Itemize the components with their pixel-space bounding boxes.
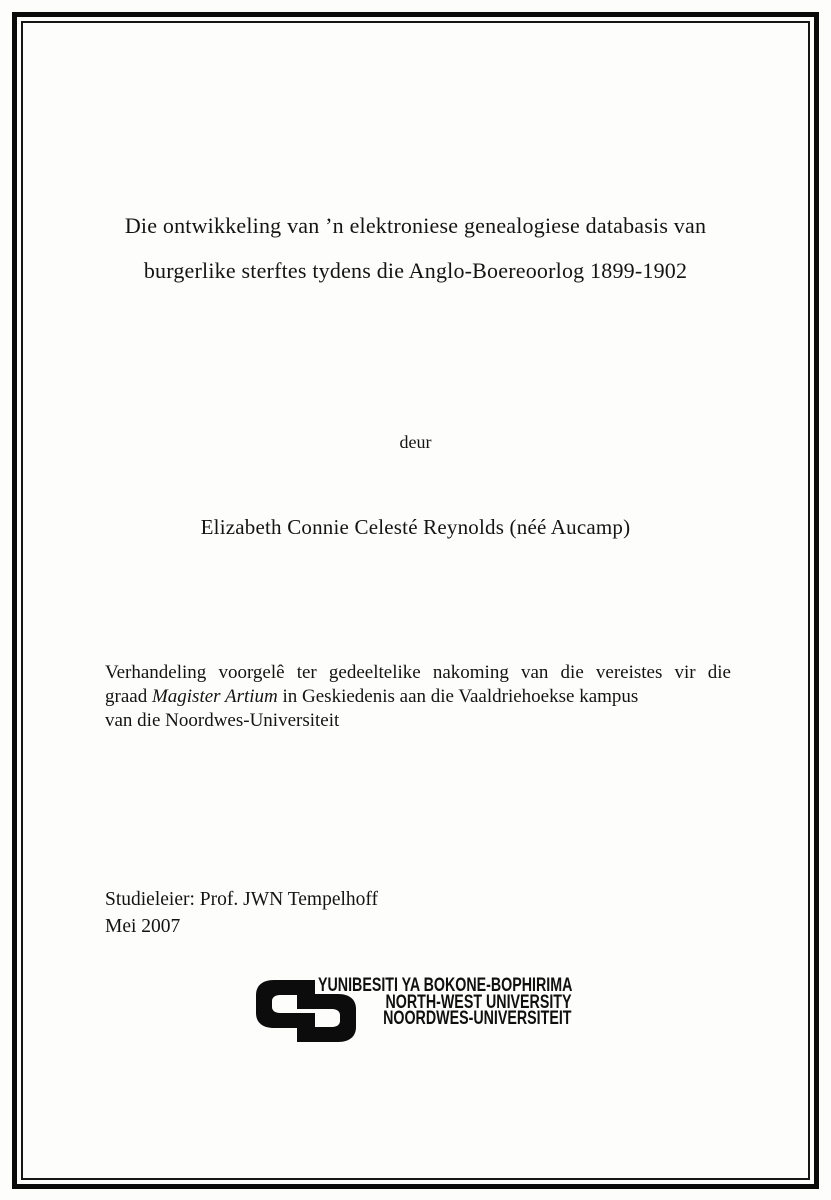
university-logo [253,971,583,1053]
date-line: Mei 2007 [105,916,181,937]
degree-statement [105,661,731,733]
logo-line-setswana: YUNIBESITI YA BOKONE-BOPHIRIMA [318,975,573,996]
logo-line-afrikaans: NOORDWES-UNIVERSITEIT [383,1008,572,1029]
thesis-title [40,203,791,293]
degree-statement-line-1: Verhandeling voorgelê ter gedeeltelike nakoming van die vereistes vir die [105,662,731,683]
logo-line-english: NORTH-WEST UNIVERSITY [385,991,572,1013]
degree-statement-line-2-suffix: in Geskiedenis aan die Vaaldriehoekse kampus [277,686,639,707]
degree-statement-line-2-prefix: graad [105,686,152,707]
author-name: Elizabeth Connie Celesté Reynolds (néé Aucamp) [200,515,631,539]
degree-statement-line-2 [105,685,731,709]
degree-name-italic: Magister Artium [151,686,278,707]
supervisor-line: Studieleier: Prof. JWN Tempelhoff [105,889,379,910]
university-logo-wordmark [318,975,573,1029]
degree-statement-line-3: van die Noordwes-Universiteit [105,710,340,731]
thesis-title-line-2: burgerlike sterftes tydens die Anglo-Boereoorlog 1899-1902 [143,258,688,283]
thesis-title-line-1: Die ontwikkeling van ’n elektroniese genealogiese databasis van [124,213,707,238]
supervisor-and-date [105,886,378,940]
byline-deur: deur [399,432,432,452]
